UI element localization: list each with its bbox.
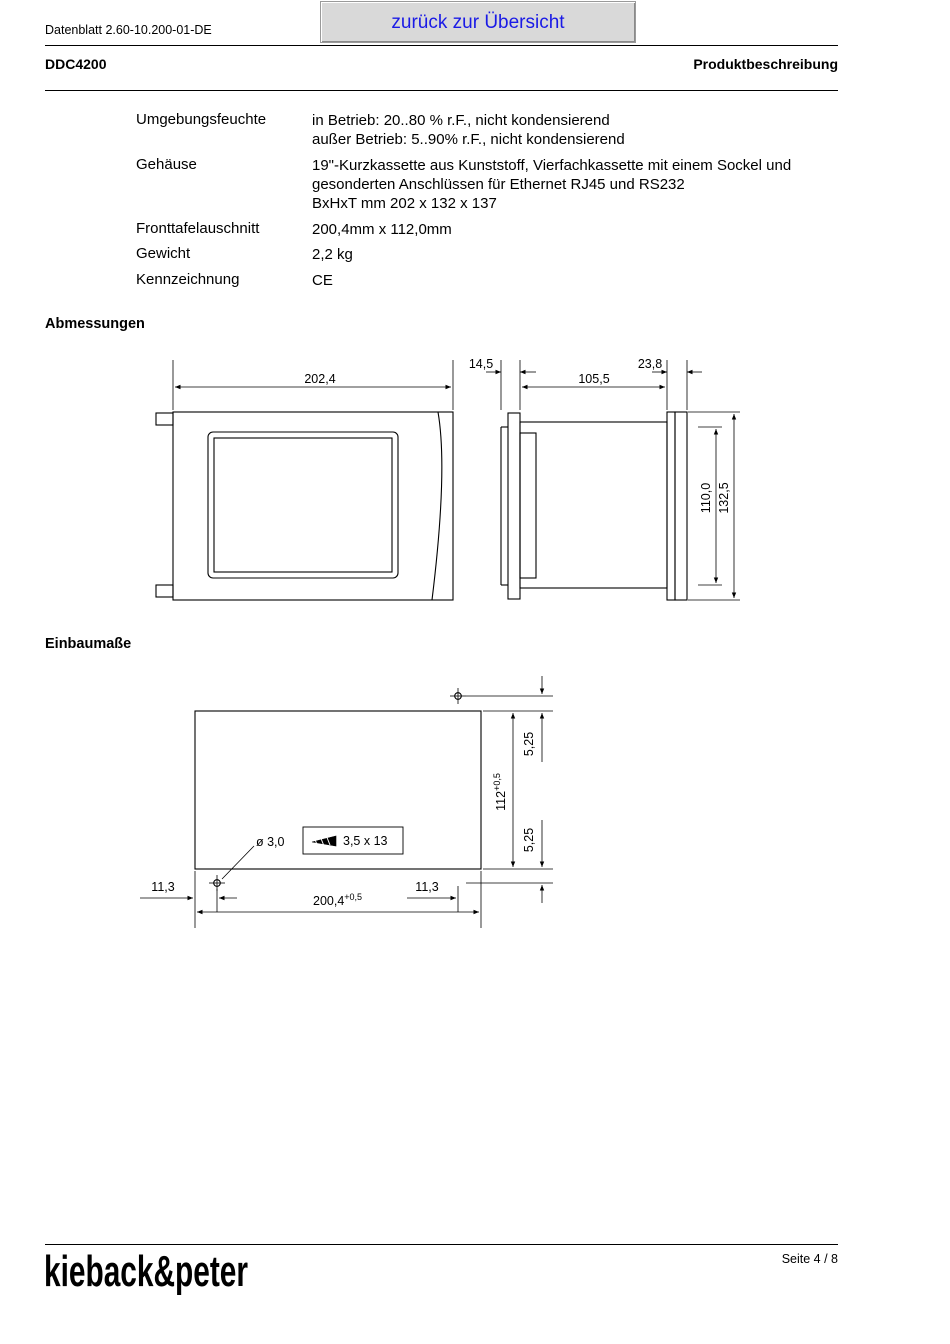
cutout-width-label: $200,4^{+0,5}$ (313, 892, 363, 908)
side-depth-label: 105,5 (578, 372, 610, 386)
back-to-overview-button[interactable]: zurück zur Übersicht (320, 1, 636, 43)
spec-label-housing: Gehäuse (136, 156, 197, 173)
hole-diameter-label: ø 3,0 (256, 835, 285, 849)
side-front-label: 14,5 (468, 357, 494, 371)
spec-label-marking: Kennzeichnung (136, 271, 240, 288)
installation-heading: Einbaumaße (45, 636, 132, 652)
svg-text:kieback&peter: kieback&peter (44, 1247, 248, 1296)
spec-label-humidity: Umgebungsfeuchte (136, 111, 267, 128)
side-view-drawing (486, 360, 740, 600)
inner-height-label: 110,0 (699, 482, 713, 514)
kieback-peter-logo (44, 1247, 254, 1296)
footer-divider (45, 1244, 838, 1245)
cutout-height-label: $112^{+0,5}$ (492, 773, 508, 811)
bottom-offset-label: 5,25 (522, 827, 536, 853)
product-name: DDC4200 (45, 56, 107, 72)
spec-value-humidity: in Betrieb: 20..80 % r.F., nicht kondensierend außer Betrieb: 5..90% r.F., nicht kondensierend (312, 112, 625, 148)
screw-icon (312, 835, 336, 847)
spec-label-weight: Gewicht (136, 245, 191, 262)
front-width-label: 202,4 (304, 372, 336, 386)
left-offset-label: 11,3 (151, 880, 175, 894)
right-offset-label: 11,3 (415, 880, 439, 894)
spec-label-cutout: Fronttafelauschnitt (136, 220, 260, 237)
outer-height-label: 132,5 (717, 482, 731, 514)
spec-value-weight: 2,2 kg (312, 246, 353, 263)
section-title: Produktbeschreibung (693, 56, 838, 72)
page-number: Seite 4 / 8 (781, 1252, 838, 1266)
side-rear-label: 23,8 (637, 357, 663, 371)
spec-value-cutout: 200,4mm x 112,0mm (312, 221, 452, 238)
dimensions-heading: Abmessungen (45, 316, 145, 332)
spec-value-housing: 19"-Kurzkassette aus Kunststoff, Vierfachkassette mit einem Sockel und gesonderten Anschlüssen für Ethernet RJ45 und RS232 BxHxT mm 202 x 132 x 137 (312, 157, 792, 212)
screw-size-label: 3,5 x 13 (343, 834, 388, 848)
front-view-drawing (156, 360, 453, 600)
installation-drawing (140, 676, 553, 928)
spec-value-marking: CE (312, 272, 333, 289)
top-offset-label: 5,25 (522, 731, 536, 757)
document-id: Datenblatt 2.60-10.200-01-DE (45, 23, 212, 37)
